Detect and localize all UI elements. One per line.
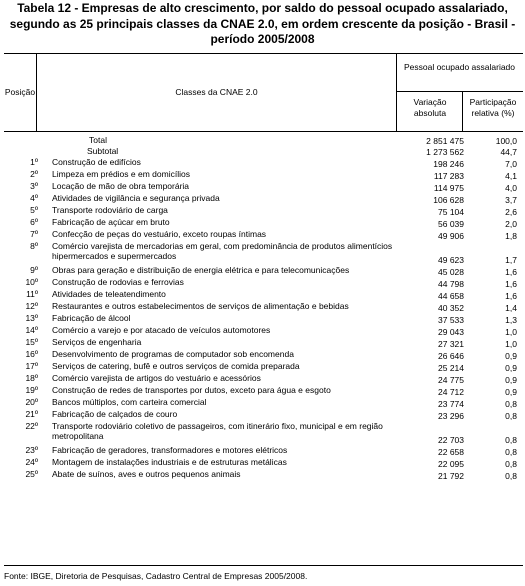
row-class: Comércio varejista de artigos do vestuário e acessórios bbox=[52, 373, 261, 383]
row-position: 11º bbox=[26, 289, 38, 299]
table-row bbox=[4, 157, 523, 169]
row-participacao: 0,9 bbox=[505, 351, 517, 361]
row-position: 8º bbox=[30, 241, 38, 251]
header-variacao-absoluta: Variação absoluta bbox=[413, 97, 447, 118]
row-variacao: 23 296 bbox=[438, 411, 464, 421]
row-participacao: 1,6 bbox=[505, 267, 517, 277]
row-position: 13º bbox=[25, 313, 38, 323]
row-position: 24º bbox=[25, 457, 38, 467]
row-position: 23º bbox=[25, 445, 38, 455]
row-participacao: 0,8 bbox=[505, 399, 517, 409]
row-position: 19º bbox=[25, 385, 38, 395]
row-position: 21º bbox=[25, 409, 38, 419]
header-participacao-relativa: Participação relativa (%) bbox=[469, 97, 517, 118]
row-participacao: 0,8 bbox=[505, 447, 517, 457]
row-participacao: 3,7 bbox=[505, 195, 517, 205]
row-position: 1º bbox=[30, 157, 38, 167]
table-row bbox=[4, 349, 523, 361]
row-class: Fabricação de geradores, transformadores e motores elétricos bbox=[52, 445, 288, 455]
row-participacao: 0,8 bbox=[505, 471, 517, 481]
row-class: Subtotal bbox=[87, 146, 119, 156]
row-variacao: 1 273 562 bbox=[426, 147, 464, 157]
row-participacao: 2,6 bbox=[505, 207, 517, 217]
row-variacao: 23 774 bbox=[438, 399, 464, 409]
row-class: Locação de mão de obra temporária bbox=[52, 181, 190, 191]
row-position: 20º bbox=[25, 397, 38, 407]
row-participacao: 1,0 bbox=[505, 339, 517, 349]
row-variacao: 26 646 bbox=[438, 351, 464, 361]
row-position: 12º bbox=[25, 301, 38, 311]
table-row bbox=[4, 445, 523, 457]
table-row bbox=[4, 361, 523, 373]
table-row bbox=[4, 169, 523, 181]
table-row bbox=[4, 205, 523, 217]
row-class: Abate de suínos, aves e outros pequenos animais bbox=[52, 469, 241, 479]
row-participacao: 0,8 bbox=[505, 459, 517, 469]
row-class: Fabricação de álcool bbox=[52, 313, 131, 323]
row-class: Construção de edifícios bbox=[52, 157, 141, 167]
row-position: 4º bbox=[30, 193, 38, 203]
row-variacao: 56 039 bbox=[438, 219, 464, 229]
row-participacao: 0,8 bbox=[505, 411, 517, 421]
row-position: 3º bbox=[30, 181, 38, 191]
row-variacao: 24 712 bbox=[438, 387, 464, 397]
row-class: Atividades de vigilância e segurança privada bbox=[52, 193, 220, 203]
row-variacao: 2 851 475 bbox=[426, 136, 464, 146]
table-row bbox=[4, 229, 523, 241]
row-position: 10º bbox=[25, 277, 38, 287]
table-row bbox=[4, 146, 523, 157]
row-class: Serviços de catering, bufê e outros serviços de comida preparada bbox=[52, 361, 300, 371]
table-row bbox=[4, 313, 523, 325]
row-variacao: 25 214 bbox=[438, 363, 464, 373]
row-participacao: 1,4 bbox=[505, 303, 517, 313]
row-class: Limpeza em prédios e em domicílios bbox=[52, 169, 190, 179]
row-class: Construção de rodovias e ferrovias bbox=[52, 277, 184, 287]
table-row bbox=[4, 217, 523, 229]
row-class: Serviços de engenharia bbox=[52, 337, 142, 347]
table-row bbox=[4, 181, 523, 193]
row-variacao: 49 906 bbox=[438, 231, 464, 241]
row-class: Transporte rodoviário de carga bbox=[52, 205, 168, 215]
table-body bbox=[4, 135, 523, 481]
row-class: Confecção de peças do vestuário, exceto roupas íntimas bbox=[52, 229, 267, 239]
header-posicao: Posição bbox=[4, 87, 36, 97]
row-class: Fabricação de calçados de couro bbox=[52, 409, 178, 419]
row-class: Bancos múltiplos, com carteira comercial bbox=[52, 397, 207, 407]
table-title: Tabela 12 - Empresas de alto crescimento, por saldo do pessoal ocupado assalariado, segundo as 25 principais classes da CNAE 2.0, em ordem crescente da posição - Brasil - período 2005/2008 bbox=[9, 1, 516, 46]
row-variacao: 44 798 bbox=[438, 279, 464, 289]
row-position: 6º bbox=[30, 217, 38, 227]
row-position: 7º bbox=[30, 229, 38, 239]
row-position: 2º bbox=[30, 169, 38, 179]
table-row bbox=[4, 325, 523, 337]
row-participacao: 1,7 bbox=[505, 255, 517, 265]
table-row bbox=[4, 457, 523, 469]
row-class: Total bbox=[89, 135, 107, 145]
row-class: Construção de redes de transportes por dutos, exceto para água e esgoto bbox=[52, 385, 331, 395]
row-variacao: 198 246 bbox=[433, 159, 464, 169]
row-variacao: 24 775 bbox=[438, 375, 464, 385]
row-variacao: 21 792 bbox=[438, 471, 464, 481]
row-class: Restaurantes e outros estabelecimentos de serviços de alimentação e bebidas bbox=[52, 301, 349, 311]
row-variacao: 117 283 bbox=[433, 171, 464, 181]
table-row bbox=[4, 301, 523, 313]
table-row bbox=[4, 397, 523, 409]
row-position: 16º bbox=[25, 349, 38, 359]
row-variacao: 114 975 bbox=[433, 183, 464, 193]
row-position: 22º bbox=[25, 421, 38, 431]
row-participacao: 0,8 bbox=[505, 435, 517, 445]
row-variacao: 106 628 bbox=[433, 195, 464, 205]
row-participacao: 0,9 bbox=[505, 375, 517, 385]
row-variacao: 45 028 bbox=[438, 267, 464, 277]
row-participacao: 2,0 bbox=[505, 219, 517, 229]
row-class: Montagem de instalações industriais e de estruturas metálicas bbox=[52, 457, 287, 467]
table-row bbox=[4, 135, 523, 146]
row-participacao: 1,3 bbox=[505, 315, 517, 325]
row-participacao: 4,0 bbox=[505, 183, 517, 193]
row-position: 25º bbox=[25, 469, 38, 479]
row-class: Comércio varejista de mercadorias em geral, com predominância de produtos alimentícios hipermercados e supermercados bbox=[52, 241, 393, 261]
header-pessoal-ocupado: Pessoal ocupado assalariado bbox=[403, 62, 516, 72]
row-participacao: 0,9 bbox=[505, 363, 517, 373]
row-participacao: 7,0 bbox=[505, 159, 517, 169]
pessoal-subheader-rule bbox=[396, 91, 523, 92]
row-class: Obras para geração e distribuição de energia elétrica e para telecomunicações bbox=[52, 265, 350, 275]
header-bottom-rule bbox=[4, 131, 523, 132]
table-bottom-rule bbox=[4, 565, 523, 566]
row-class: Atividades de teleatendimento bbox=[52, 289, 166, 299]
row-variacao: 37 533 bbox=[438, 315, 464, 325]
row-position: 18º bbox=[25, 373, 38, 383]
source-note: Fonte: IBGE, Diretoria de Pesquisas, Cadastro Central de Empresas 2005/2008. bbox=[4, 571, 308, 581]
header-classes: Classes da CNAE 2.0 bbox=[175, 87, 258, 97]
row-variacao: 44 658 bbox=[438, 291, 464, 301]
row-participacao: 100,0 bbox=[495, 136, 517, 146]
row-participacao: 4,1 bbox=[505, 171, 517, 181]
table-row bbox=[4, 193, 523, 205]
table-row bbox=[4, 409, 523, 421]
row-position: 14º bbox=[25, 325, 38, 335]
row-class: Transporte rodoviário coletivo de passageiros, com itinerário fixo, municipal e em região metropolitana bbox=[52, 421, 383, 441]
row-variacao: 22 658 bbox=[438, 447, 464, 457]
row-variacao: 75 104 bbox=[438, 207, 464, 217]
row-participacao: 1,6 bbox=[505, 279, 517, 289]
table-row bbox=[4, 265, 523, 277]
row-variacao: 22 095 bbox=[438, 459, 464, 469]
table-row bbox=[4, 469, 523, 481]
row-participacao: 44,7 bbox=[500, 147, 517, 157]
row-position: 17º bbox=[25, 361, 38, 371]
table-top-rule bbox=[4, 53, 523, 54]
table-row bbox=[4, 421, 523, 445]
row-variacao: 29 043 bbox=[438, 327, 464, 337]
row-class: Fabricação de açúcar em bruto bbox=[52, 217, 170, 227]
row-participacao: 1,0 bbox=[505, 327, 517, 337]
table-row bbox=[4, 337, 523, 349]
table-row bbox=[4, 289, 523, 301]
row-position: 15º bbox=[25, 337, 38, 347]
row-participacao: 1,8 bbox=[505, 231, 517, 241]
row-position: 5º bbox=[30, 205, 38, 215]
row-variacao: 49 623 bbox=[438, 255, 464, 265]
row-variacao: 40 352 bbox=[438, 303, 464, 313]
row-class: Desenvolvimento de programas de computador sob encomenda bbox=[52, 349, 294, 359]
row-position: 9º bbox=[30, 265, 38, 275]
table-row bbox=[4, 385, 523, 397]
table-row bbox=[4, 277, 523, 289]
row-variacao: 22 703 bbox=[438, 435, 464, 445]
row-variacao: 27 321 bbox=[438, 339, 464, 349]
row-participacao: 0,9 bbox=[505, 387, 517, 397]
table-row bbox=[4, 241, 523, 265]
row-class: Comércio a varejo e por atacado de veículos automotores bbox=[52, 325, 271, 335]
table-row bbox=[4, 373, 523, 385]
classes-column-divider bbox=[396, 53, 397, 131]
row-participacao: 1,6 bbox=[505, 291, 517, 301]
